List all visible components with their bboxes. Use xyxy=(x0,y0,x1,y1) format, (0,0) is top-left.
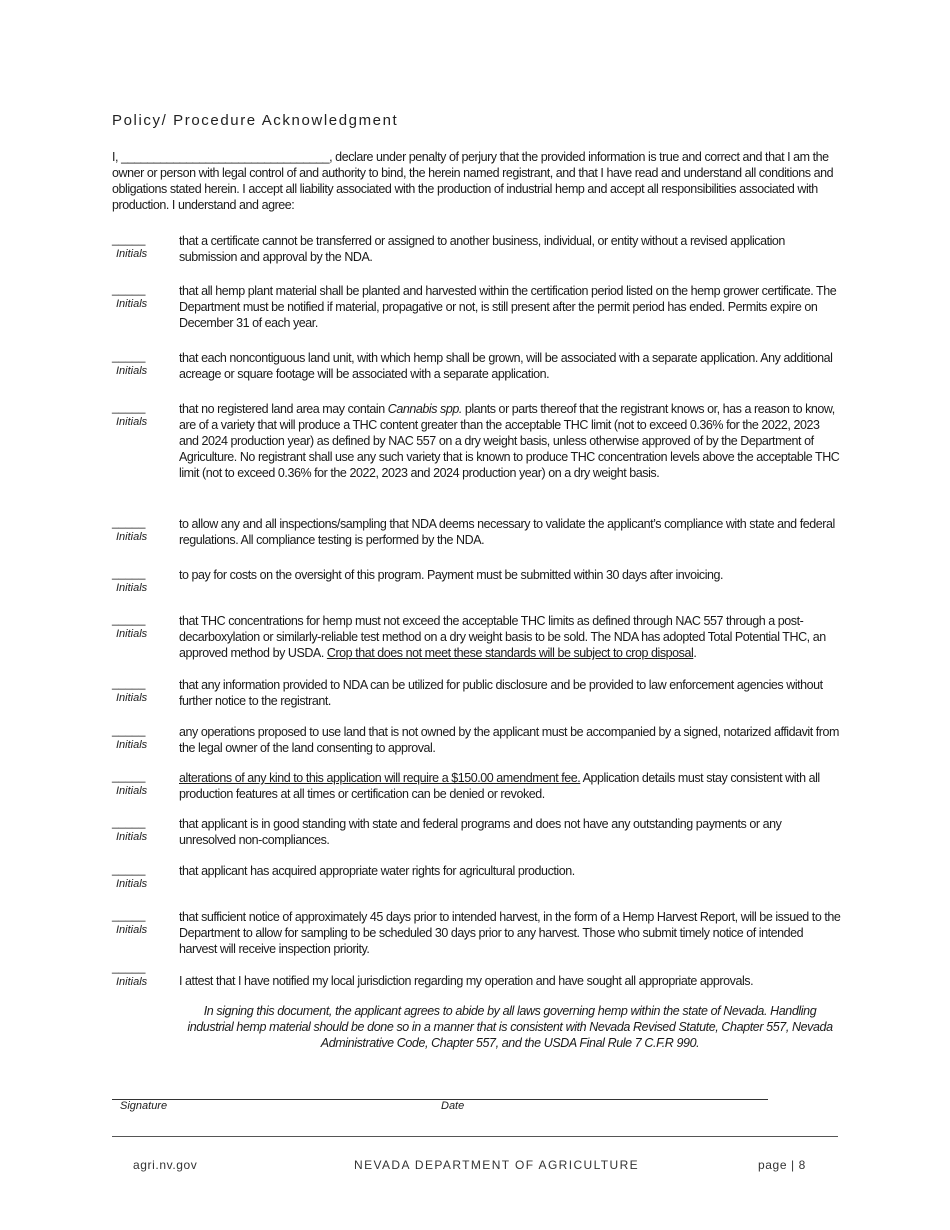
underlined-text: Crop that does not meet these standards will be subject to crop disposal xyxy=(326,646,694,660)
initials-label: Initials xyxy=(116,976,148,988)
footer-divider xyxy=(112,1136,838,1137)
initials-label: Initials xyxy=(116,248,148,260)
name-blank[interactable]: ________________________________ xyxy=(121,150,330,164)
initials-label: Initials xyxy=(116,582,148,594)
intro-text: , declare under penalty of perjury that the provided information is true and correct and that I am the owner or person with legal control of and authority to bind, the herein named registrant, and that I have read and understand all conditions and obligations stated herein. I accept all liability associated with the production of industrial hemp and accept all responsibilities associated with production. I understand and agree: xyxy=(112,150,834,212)
item-text: that applicant is in good standing with state and federal programs and does not have any outstanding payments or any unresolved non-compliances. xyxy=(179,817,782,847)
item-text: that each noncontiguous land unit, with which hemp shall be grown, will be associated with a separate application. Any additional acreage or square footage will be associated with a separate application. xyxy=(179,351,833,381)
item-text: that sufficient notice of approximately 45 days prior to intended harvest, in the form of a Hemp Harvest Report, will be issued to the Department to allow for sampling to be scheduled 30 days prior to any harvest. Those who submit timely notice of intended harvest will receive inspection priority. xyxy=(179,910,841,956)
item-text-part: plants or parts thereof that the registrant knows or, has a reason to know, are of a variety that will produce a THC content greater than the acceptable THC limit (not to exceed 0.36% for the 2022, 2023 and 2024 production year) as defined by NAC 557 on a dry weight basis, unless otherwise approved of by the Department of Agriculture. No registrant shall use any such variety that is known to produce THC concentration levels above the acceptable THC limit (not to exceed 0.36% for the 2022, 2023 and 2024 production year) on a dry weight basis. xyxy=(179,402,840,480)
initials-label: Initials xyxy=(116,739,148,751)
initials-blank[interactable]: _____ xyxy=(112,282,146,296)
initials-blank[interactable]: _____ xyxy=(112,566,146,580)
initials-label: Initials xyxy=(116,628,148,640)
initials-blank[interactable]: _____ xyxy=(112,612,146,626)
item-text: any operations proposed to use land that is not owned by the applicant must be accompanied by a signed, notarized affidavit from the legal owner of the land consenting to approval. xyxy=(179,725,839,755)
item-text xyxy=(179,770,841,802)
item-text-part: Application details must stay consistent with all production features at all times or certification can be denied or revoked. xyxy=(179,771,820,801)
underlined-text: alterations of any kind to this application will require a $150.00 amendment fee. xyxy=(179,771,581,785)
initials-label: Initials xyxy=(116,298,148,310)
page-title: Policy/ Procedure Acknowledgment xyxy=(112,112,399,129)
item-text-part: . xyxy=(693,646,697,660)
initials-blank[interactable]: _____ xyxy=(112,232,146,246)
signature-label: Signature xyxy=(120,1100,168,1112)
initials-blank[interactable]: _____ xyxy=(112,676,146,690)
item-text-part: that no registered land area may contain xyxy=(179,402,388,416)
initials-blank[interactable]: _____ xyxy=(112,515,146,529)
intro-paragraph xyxy=(112,149,840,213)
item-text: that applicant has acquired appropriate water rights for agricultural production. xyxy=(179,864,575,878)
item-text-part: that THC concentrations for hemp must not exceed the acceptable THC limits as defined through NAC 557 through a post-decarboxylation or similarly-reliable test method on a dry weight basis to be sold. The NDA has adopted Total Potential THC, an approved method by USDA. xyxy=(179,614,826,660)
initials-blank[interactable]: _____ xyxy=(112,862,146,876)
footer-website: agri.nv.gov xyxy=(133,1158,198,1172)
item-text: that any information provided to NDA can be utilized for public disclosure and be provided to law enforcement agencies without further notice to the registrant. xyxy=(179,678,823,708)
initials-blank[interactable]: _____ xyxy=(112,960,146,974)
initials-blank[interactable]: _____ xyxy=(112,723,146,737)
italic-term: Cannabis spp. xyxy=(387,402,462,416)
initials-label: Initials xyxy=(116,878,148,890)
item-text: I attest that I have notified my local jurisdiction regarding my operation and have sought all appropriate approvals. xyxy=(179,974,754,988)
initials-label: Initials xyxy=(116,416,148,428)
item-text xyxy=(179,613,841,661)
item-text: to pay for costs on the oversight of this program. Payment must be submitted within 30 days after invoicing. xyxy=(179,568,724,582)
item-text: that all hemp plant material shall be planted and harvested within the certification period listed on the hemp grower certificate. The Department must be notified if material, propagative or not, is still present after the permit period has ended. Permits expire on December 31 of each year. xyxy=(179,284,837,330)
intro-prefix: I, xyxy=(112,150,122,164)
initials-label: Initials xyxy=(116,692,148,704)
initials-blank[interactable]: _____ xyxy=(112,769,146,783)
initials-label: Initials xyxy=(116,924,148,936)
item-text: to allow any and all inspections/sampling that NDA deems necessary to validate the applicant’s compliance with state and federal regulations. All compliance testing is performed by the NDA. xyxy=(179,517,835,547)
initials-label: Initials xyxy=(116,785,148,797)
closing-statement: In signing this document, the applicant agrees to abide by all laws governing hemp within the state of Nevada. Handling industrial hemp material should be done so in a manner that is consistent with Nevada Revised Statute, Chapter 557, Nevada Administrative Code, Chapter 557, and the USDA Final Rule 7 C.F.R 990. xyxy=(187,1004,833,1050)
item-text xyxy=(179,401,841,481)
signature-line[interactable] xyxy=(112,1099,768,1100)
footer-page-number: page | 8 xyxy=(758,1158,806,1172)
initials-blank[interactable]: _____ xyxy=(112,400,146,414)
initials-blank[interactable]: _____ xyxy=(112,815,146,829)
date-label: Date xyxy=(441,1100,465,1112)
footer-organization: NEVADA DEPARTMENT OF AGRICULTURE xyxy=(354,1158,640,1172)
initials-blank[interactable]: _____ xyxy=(112,908,146,922)
item-text: that a certificate cannot be transferred or assigned to another business, individual, or entity without a revised application submission and approval by the NDA. xyxy=(179,234,785,264)
initials-label: Initials xyxy=(116,531,148,543)
initials-label: Initials xyxy=(116,831,148,843)
initials-blank[interactable]: _____ xyxy=(112,349,146,363)
initials-label: Initials xyxy=(116,365,148,377)
